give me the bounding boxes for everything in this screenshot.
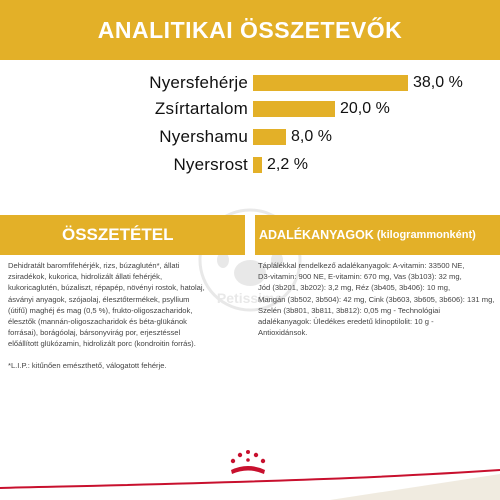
nutrient-value: 38,0 % [413,74,463,91]
nutrient-label: Nyersfehérje [149,73,248,92]
watermark-text: Petissimo [216,290,284,306]
additives-line: D3-vitamin: 900 NE, E-vitamin: 670 mg, Vas (3b103): 32 mg, [258,272,462,282]
additives-subtitle: (kilogrammonként) [376,229,476,241]
composition-line: (útifű) maghéj és mag (0,5 %), frukto-oligoszacharidok, [8,305,193,315]
nutrient-row [0,126,500,148]
additives-title: ADALÉKANYAGOK [259,228,374,242]
additives-text [258,260,496,338]
nutrient-bar [253,101,335,117]
nutrient-value: 20,0 % [340,100,390,117]
nutrient-row [0,98,500,120]
composition-text [8,260,243,350]
brand-footer [0,440,500,500]
nutrient-row [0,154,500,176]
composition-line: kukoricaglutén, búzaliszt, répapép, növényi rostok, hatolaj, [8,283,205,293]
analytical-constituents-header: ANALITIKAI ÖSSZETEVŐK [0,0,500,60]
nutrient-bar [253,157,262,173]
additives-line: adalékanyagok: Üledékes eredetű klinoptilolit: 10 g - [258,317,434,327]
additives-line: Szelén (3b801, 3b811, 3b812): 0,05 mg - Technológiai [258,305,441,315]
additives-line: Mangán (3b502, 3b504): 42 mg, Cink (3b603, 3b605, 3b606): 131 mg, [258,294,495,304]
composition-line: élesztők (mannán-oligoszacharidok és béta-glükánok [8,317,187,327]
nutrient-label: Nyershamu [159,127,248,146]
composition-line: előállított glükózamin, hidrolizált porc (kondroitin forrás). [8,339,196,349]
nutrient-label: Nyersrost [173,155,248,174]
composition-header: ÖSSZETÉTEL [0,215,245,255]
crown-logo-icon [231,450,265,474]
nutrient-bar [253,75,408,91]
nutrient-value: 2,2 % [267,156,308,173]
additives-line: Antioxidánsok. [258,328,308,338]
nutrient-bar [253,129,286,145]
additives-line: Jód (3b201, 3b202): 3,2 mg, Réz (3b405, 3b406): 10 mg, [258,283,451,293]
additives-line: Táplálékkal rendelkező adalékanyagok: A-vitamin: 33500 NE, [258,261,465,270]
composition-line: Dehidratált baromfifehérjék, rizs, búzaglutén*, állati [8,261,180,270]
nutrient-row [0,72,500,94]
nutrient-label: Zsírtartalom [154,99,248,118]
additives-header [255,215,500,255]
composition-line: zsiradékok, kukorica, hidrolizált állati fehérjék, [8,272,163,282]
lip-footnote: *L.I.P.: kitűnően emészthető, válogatott fehérje. [8,361,167,370]
composition-line: forrásai), borágóolaj, bársonyvirág por, erjesztéssel [8,328,181,338]
composition-line: ásványi anyagok, szójaolaj, élesztőtermékek, psyllium [8,294,190,304]
nutrient-value: 8,0 % [291,128,332,145]
